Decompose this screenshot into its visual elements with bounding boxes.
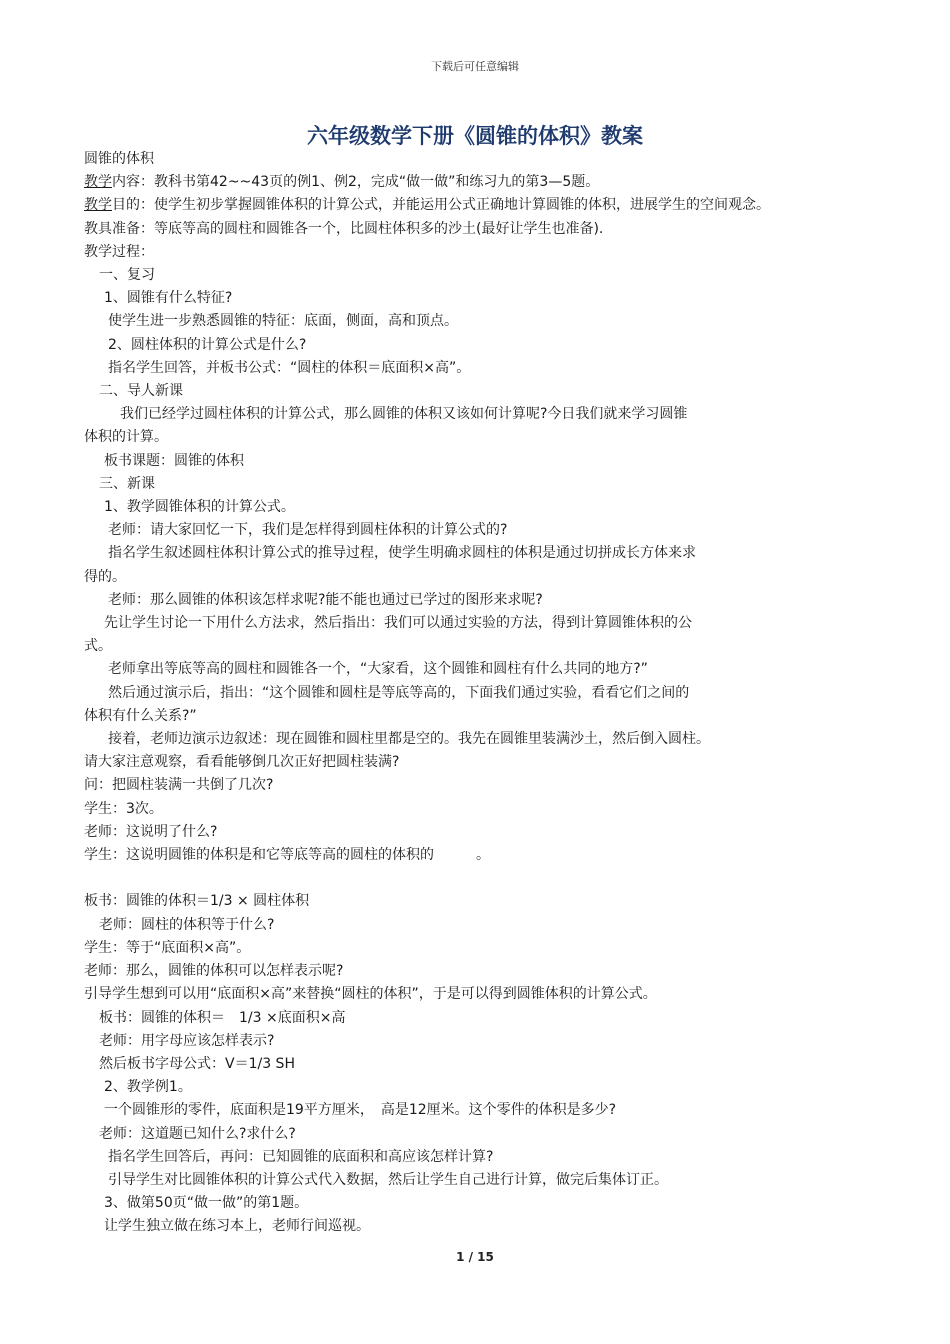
page-number: 1 / 15 [456,1250,494,1264]
paragraph: 先让学生讨论一下用什么方法求，然后指出：我们可以通过实验的方法，得到计算圆锥体积的公 [104,615,692,632]
paragraph: 体积有什么关系?” [84,707,197,724]
blank-line [84,867,844,890]
paragraph: 然后板书字母公式：V＝1/3 SH [99,1055,295,1072]
paragraph: 老师：圆柱的体积等于什么? [99,916,275,933]
paragraph: 让学生独立做在练习本上，老师行间巡视。 [104,1218,370,1235]
paragraph: 教学过程： [84,243,154,260]
paragraph: 老师拿出等底等高的圆柱和圆锥各一个，“大家看，这个圆锥和圆柱有什么共同的地方?” [108,661,648,678]
paragraph: 请大家注意观察，看看能够倒几次正好把圆柱装满? [84,754,400,771]
paragraph: 然后通过演示后，指出：“这个圆锥和圆柱是等底等高的，下面我们通过实验，看看它们之间的 [108,684,690,701]
paragraph: 接着，老师边演示边叙述：现在圆锥和圆柱里都是空的。我先在圆锥里装满沙土，然后倒入圆柱。 [108,731,710,748]
paragraph: 老师：用字母应该怎样表示? [99,1032,275,1049]
page-header: 下载后可任意编辑 [431,60,519,73]
document-title: 六年级数学下册《圆锥的体积》教案 [307,123,643,148]
paragraph: 引导学生想到可以用“底面积×高”来替换“圆柱的体积”，于是可以得到圆锥体积的计算公式。 [84,986,657,1003]
paragraph: 2、教学例1。 [104,1079,192,1096]
paragraph: 3、做第50页“做一做”的第1题。 [104,1195,309,1212]
paragraph: 圆锥的体积 [84,151,154,167]
paragraph-text: 目的：使学生初步掌握圆锥体积的计算公式，并能运用公式正确地计算圆锥的体积，进展学生的空间观念。 [112,197,770,214]
paragraph [84,194,844,217]
paragraph: 1、圆锥有什么特征? [104,290,233,307]
paragraph: 学生：这说明圆锥的体积是和它等底等高的圆柱的体积的 。 [84,847,490,864]
paragraph: 学生：等于“底面积×高”。 [84,939,251,956]
paragraph: 老师：这道题已知什么?求什么? [99,1125,296,1142]
paragraph: 指名学生叙述圆柱体积计算公式的推导过程，使学生明确求圆柱的体积是通过切拼成长方体来求 [108,545,696,562]
paragraph: 指名学生回答，并板书公式：“圆柱的体积＝底面积×高”。 [108,359,471,376]
paragraph: 体积的计算。 [84,429,168,446]
paragraph: 学生：3次。 [84,800,163,817]
paragraph: 板书：圆锥的体积＝ 1/3 ×底面积×高 [99,1009,346,1026]
paragraph: 一个圆锥形的零件，底面积是19平方厘米， 高是12厘米。这个零件的体积是多少? [104,1102,617,1119]
paragraph: 老师：那么圆锥的体积该怎样求呢?能不能也通过已学过的图形来求呢? [108,591,543,608]
section-heading: 二、导人新课 [99,383,183,400]
paragraph: 老师：请大家回忆一下，我们是怎样得到圆柱体积的计算公式的? [108,522,508,539]
paragraph: 引导学生对比圆锥体积的计算公式代入数据，然后让学生自己进行计算，做完后集体订正。 [108,1171,668,1188]
underlined-label: 教学 [84,174,112,191]
document-body [84,148,844,1239]
paragraph: 老师：这说明了什么? [84,823,218,840]
paragraph: 问：把圆柱装满一共倒了几次? [84,777,274,794]
paragraph: 指名学生回答后，再问：已知圆锥的底面积和高应该怎样计算? [108,1148,494,1165]
section-heading: 三、新课 [99,475,155,492]
paragraph-text: 内容：教科书第42~~43页的例1、例2，完成“做一做”和练习九的第3—5题。 [112,174,600,191]
paragraph: 使学生进一步熟悉圆锥的特征：底面，侧面，高和顶点。 [108,313,458,330]
paragraph: 教具准备：等底等高的圆柱和圆锥各一个，比圆柱体积多的沙土(最好让学生也准备). [84,220,604,237]
paragraph: 1、教学圆锥体积的计算公式。 [104,499,295,516]
underlined-label: 教学 [84,197,112,214]
paragraph: 老师：那么，圆锥的体积可以怎样表示呢? [84,963,344,980]
paragraph: 板书：圆锥的体积＝1/3 × 圆柱体积 [84,893,310,910]
paragraph: 得的。 [84,568,126,585]
paragraph: 2、圆柱体积的计算公式是什么? [108,336,307,353]
paragraph: 我们已经学过圆柱体积的计算公式，那么圆锥的体积又该如何计算呢?今日我们就来学习圆锥 [120,406,688,423]
section-heading: 一、复习 [99,267,155,284]
paragraph [84,171,844,194]
paragraph: 板书课题：圆锥的体积 [104,452,244,469]
paragraph: 式。 [84,638,112,655]
